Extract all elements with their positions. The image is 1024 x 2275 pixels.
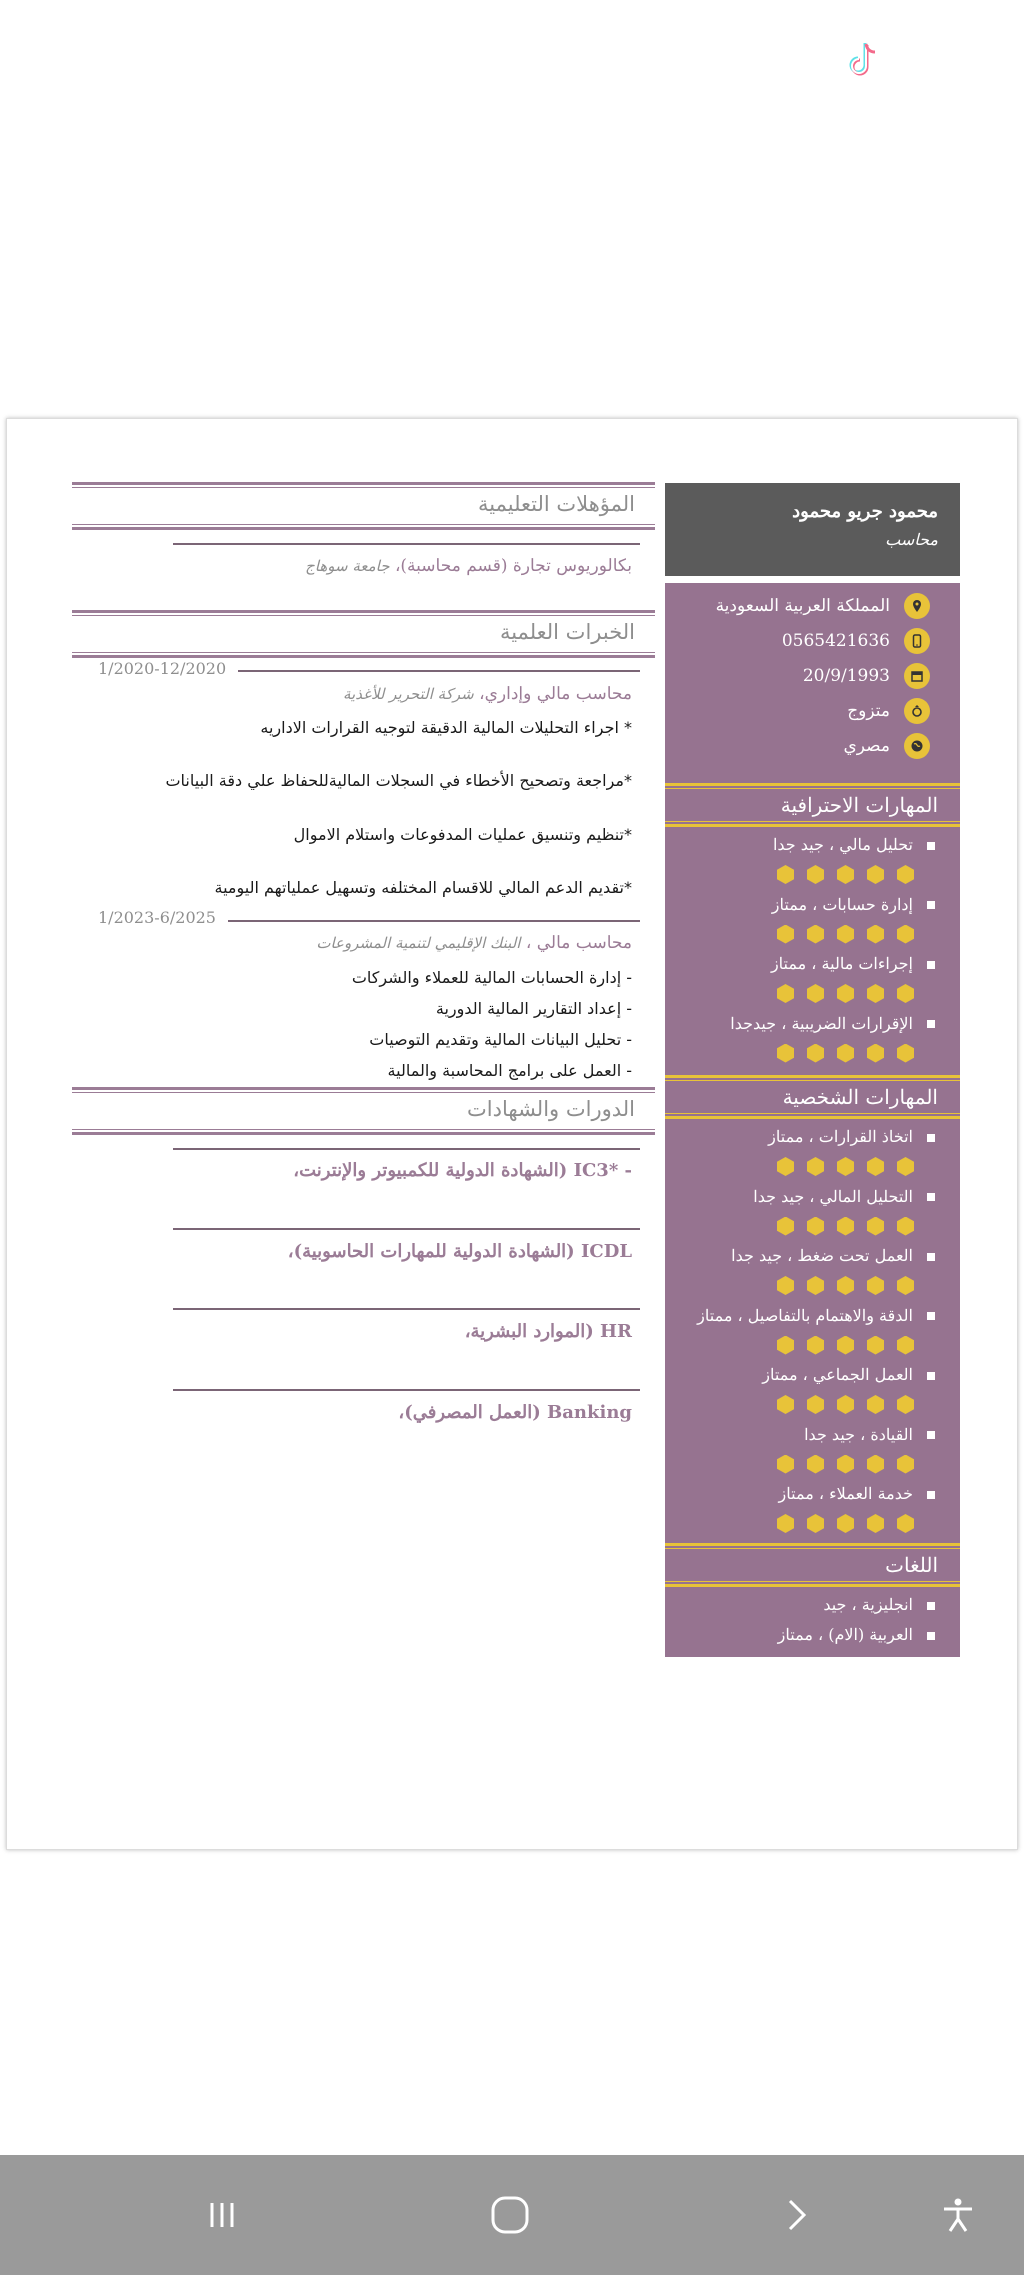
professional-skills-title: المهارات الاحترافية xyxy=(780,793,938,817)
courses-heading xyxy=(72,1087,655,1135)
divider xyxy=(173,543,640,545)
contact-location-text: المملكة العربية السعودية xyxy=(715,596,890,616)
contact-nationality-text: مصري xyxy=(843,736,890,756)
education-title: المؤهلات التعليمية xyxy=(478,492,635,516)
job-line: *مراجعة وتصحيح الأخطاء في السجلات الماليةللحفاظ علي دقة البيانات xyxy=(165,771,632,790)
course-item: - *IC3 (الشهادة الدولية للكمبيوتر والإنترنت، xyxy=(293,1160,632,1181)
job-line: *تقديم الدعم المالي للاقسام المختلفه وتسهيل عملياتهم اليومية xyxy=(214,878,632,897)
job-line: - تحليل البيانات المالية وتقديم التوصيات xyxy=(369,1030,632,1049)
courses-title: الدورات والشهادات xyxy=(467,1097,635,1121)
skill-label: الإقرارات الضريبية ، جيدجدا xyxy=(730,1013,913,1033)
person-job-title: محاسب xyxy=(885,530,938,549)
home-icon xyxy=(488,2193,532,2237)
contact-birthdate-text: 20/9/1993 xyxy=(802,666,890,686)
education-heading xyxy=(72,482,655,530)
divider xyxy=(173,1228,640,1230)
contact-phone-text: 0565421636 xyxy=(781,631,890,651)
experience-title: الخبرات العلمية xyxy=(499,620,635,644)
skill-label: التحليل المالي ، جيد جدا xyxy=(753,1186,913,1206)
course-item: HR (الموارد البشرية، xyxy=(464,1321,632,1342)
skill-label: إجراءات مالية ، ممتاز xyxy=(770,954,913,973)
divider xyxy=(173,1148,640,1150)
recent-apps-icon xyxy=(202,2195,242,2235)
skill-label: القيادة ، جيد جدا xyxy=(804,1424,913,1444)
system-navigation-bar xyxy=(0,2155,1024,2275)
skill-label: اتخاذ القرارات ، ممتاز xyxy=(768,1127,913,1146)
home-button[interactable] xyxy=(480,2185,540,2245)
job-line: - إعداد التقارير المالية الدورية xyxy=(435,999,632,1018)
back-chevron-icon xyxy=(776,2195,816,2235)
education-degree: بكالوريوس تجارة (قسم محاسبة)، جامعة سوهاج xyxy=(305,556,632,576)
divider xyxy=(173,1308,640,1310)
course-item: Banking (العمل المصرفي)، xyxy=(398,1402,632,1423)
languages-title: اللغات xyxy=(885,1553,938,1577)
divider xyxy=(173,1389,640,1391)
job-line: * اجراء التحليلات المالية الدقيقة لتوجيه القرارات الاداريه xyxy=(260,718,632,737)
language-arabic: العربية (الام) ، ممتاز xyxy=(777,1625,913,1644)
experience-heading xyxy=(72,610,655,658)
skill-label: خدمة العملاء ، ممتاز xyxy=(778,1484,913,1503)
back-button[interactable] xyxy=(766,2185,826,2245)
divider xyxy=(238,670,640,672)
skill-label: الدقة والاهتمام بالتفاصيل ، ممتاز xyxy=(697,1305,913,1325)
skill-label: تحليل مالي ، جيد جدا xyxy=(772,835,913,854)
job-line: - العمل على برامج المحاسبة والمالية xyxy=(387,1061,632,1080)
job-date: 1/2020-12/2020 xyxy=(98,659,227,678)
skill-label: العمل تحت ضغط ، جيد جدا xyxy=(731,1246,913,1265)
personal-skills-title: المهارات الشخصية xyxy=(782,1085,938,1109)
job-date: 1/2023-6/2025 xyxy=(98,908,216,927)
job-title: محاسب مالي وإداري، شركة التحرير للأغذية xyxy=(343,684,632,704)
accessibility-icon xyxy=(938,2195,978,2235)
skill-label: العمل الجماعي ، ممتاز xyxy=(762,1365,913,1384)
recent-apps-button[interactable] xyxy=(192,2185,252,2245)
divider xyxy=(228,920,640,922)
contact-marital-text: متزوج xyxy=(847,701,890,721)
course-item: ICDL (الشهادة الدولية للمهارات الحاسوبية)، xyxy=(287,1241,632,1262)
job-title: محاسب مالي ، البنك الإقليمي لتنمية المشروعات xyxy=(316,933,632,953)
accessibility-button[interactable] xyxy=(928,2185,988,2245)
job-line: - إدارة الحسابات المالية للعملاء والشركات xyxy=(351,968,632,987)
language-english: انجليزية ، جيد xyxy=(823,1595,913,1614)
job-line: *تنظيم وتنسيق عمليات المدفوعات واستلام الاموال xyxy=(293,825,632,844)
person-name: محمود جريو محمود xyxy=(792,501,938,522)
skill-label: إدارة حسابات ، ممتاز xyxy=(771,894,913,914)
